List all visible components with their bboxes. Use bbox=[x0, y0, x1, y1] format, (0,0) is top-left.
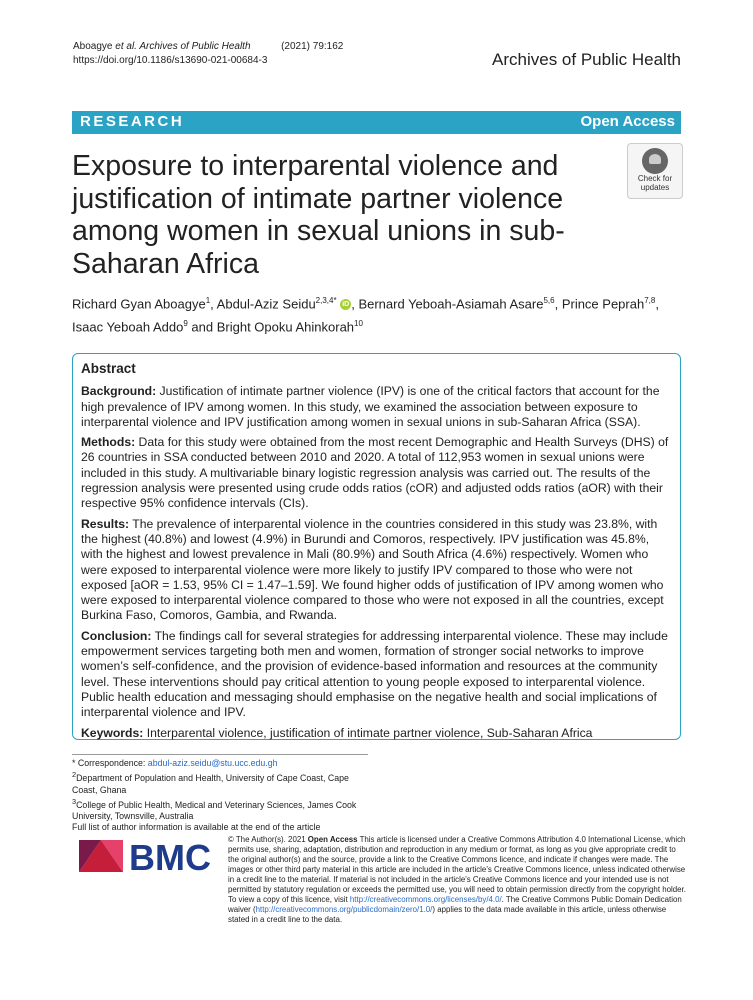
author-name: Richard Gyan Aboagye bbox=[72, 296, 206, 312]
section-label: RESEARCH bbox=[80, 113, 185, 130]
journal-name: Archives of Public Health bbox=[492, 50, 681, 69]
bmc-logo bbox=[79, 832, 219, 882]
check-for-updates-button[interactable] bbox=[627, 143, 683, 199]
abstract-box bbox=[72, 353, 681, 740]
citation-authors: Aboagye bbox=[73, 41, 116, 52]
license-text: © The Author(s). 2021 Open Access This article is licensed under a Creative Commons Attribution 4.0 International License, which permits use, sharing, adaptation, distribution and reproduction in any medium or format, as long as you give appropriate credit to the original author(s) and the source, provide a link to the Creative Commons licence, and indicate if changes were made. The images or other third party material in this article are included in the article's Creative Commons licence, unless indicated otherwise in a credit line to the material. If material is not included in the article's Creative Commons licence and your intended use is not permitted by statutory regulation or exceeds the permitted use, you will need to obtain permission directly from the copyright holder. To view a copy of this licence, visit http://creativecommons.org/licenses/by/4.0/. The Creative Commons Public Domain Dedication waiver (http://creativecommons.org/publicdomain/zero/1.0/) applies to the data made available in this article, unless otherwise stated in a credit line to the data. bbox=[228, 835, 686, 924]
abstract-keywords: Keywords: Interparental violence, justification of intimate partner violence, Sub-Saharan Africa bbox=[81, 725, 593, 740]
author-name: Prince Peprah bbox=[561, 296, 645, 312]
author-name: Bright Opoku Ahinkorah bbox=[216, 319, 355, 335]
abstract-heading: Abstract bbox=[81, 361, 136, 376]
abstract-background: Background: Justification of intimate partner violence (IPV) is one of the critical factors that account for the high prevalence of IPV among women. In this study, we examined the association between exposure to interparental violence and IPV justification among women in sexual unions in sub-Saharan Africa (SSA). bbox=[81, 384, 660, 429]
footnotes: * Correspondence: abdul-aziz.seidu@stu.ucc.edu.gh $^2$Department of Population and Health, University of Cape Coast, Cape Coast, Ghana $^3$College of Public Health, Medical and Veterinary Sciences, James Cook University, Townsville, Australia Full list of author information is available at the end of the article bbox=[72, 758, 372, 834]
public-domain-link[interactable]: http://creativecommons.org/publicdomain/zero/1.0/ bbox=[255, 905, 433, 914]
affiliation-2: $^2$Department of Population and Health, University of Cape Coast, Cape Coast, Ghana bbox=[72, 770, 349, 795]
abstract-results: Results: The prevalence of interparental violence in the countries considered in this study was 23.8%, with the highest (40.8%) and lowest (4.9%) in Burundi and Comoros, respectively. IPV justification was 45.8%, with the highest and lowest prevalence in Mali (80.9%) and South Africa (4.6%) respectively. Women who were exposed to interparental violence were more likely to justify IPV compared to those who were not exposed [aOR = 1.53, 95% CI = 1.47–1.59]. We found higher odds of justification of IPV among women who were exposed to interparental violence compared to those who were not exposed in all the countries, except Burkina Faso, Comoros, Gambia, and Rwanda. bbox=[81, 516, 664, 623]
svg-text:BMC: BMC bbox=[129, 837, 211, 878]
affiliation-3: $^3$College of Public Health, Medical and Veterinary Sciences, James Cook University, Townsville, Australia bbox=[72, 796, 357, 822]
full-list-note: Full list of author information is available at the end of the article bbox=[72, 822, 321, 833]
section-banner bbox=[72, 111, 681, 134]
license-link[interactable]: http://creativecommons.org/licenses/by/4.0/ bbox=[349, 895, 502, 904]
correspondence-email[interactable]: abdul-aziz.seidu@stu.ucc.edu.gh bbox=[147, 758, 278, 768]
citation-header bbox=[73, 40, 343, 68]
abstract-methods: Methods: Data for this study were obtained from the most recent Demographic and Health Surveys (DHS) of 26 countries in SSA conducted between 2010 and 2020. A total of 112,953 women in sexual unions were included in this study. A multivariable binary logistic regression analysis was carried out. The results of the regression analysis were presented using crude odds ratios (cOR) and adjusted odds ratios (aOR) with their respective 95% confidence intervals (CIs). bbox=[81, 435, 669, 511]
check-for-updates-icon bbox=[642, 148, 668, 174]
citation-year: (2021) 79:162 bbox=[281, 41, 344, 52]
open-access-label: Open Access bbox=[580, 113, 675, 130]
footnote-divider bbox=[72, 754, 368, 755]
author-name: Abdul-Aziz Seidu bbox=[216, 296, 316, 312]
author-name: Bernard Yeboah-Asiamah Asare bbox=[358, 296, 544, 312]
author-list: Richard Gyan Aboagye$^1$, Abdul-Aziz Seidu$^{2,3,4*}$ iD , Bernard Yeboah-Asiamah Asare$^{5,6}$, Prince Peprah$^{7,8}$, Isaac Yeboah Addo$^9$ and Bright Opoku Ahinkorah$^{10}$ bbox=[72, 296, 659, 335]
citation-journal: et al. Archives of Public Health bbox=[115, 41, 251, 52]
orcid-icon[interactable]: iD bbox=[342, 301, 350, 309]
abstract-conclusion: Conclusion: The findings call for several strategies for addressing interparental violence. These may include empowerment services targeting both men and women, formation of stronger social networks to improve women’s self-confidence, and the provision of evidence-based information and resources at the community level. These interventions should pay critical attention to young people exposed to interparental violence. Public health education and messaging should emphasise on the negative health and social implications of interparental violence and IPV. bbox=[81, 628, 668, 720]
check-for-updates-label: Check for updates bbox=[637, 174, 673, 192]
doi-link[interactable]: https://doi.org/10.1186/s13690-021-00684-3 bbox=[73, 55, 268, 66]
author-name: Isaac Yeboah Addo bbox=[72, 319, 184, 335]
article-title: Exposure to interparental violence and justification of intimate partner violence among women in sexual unions in sub-Saharan Africa bbox=[72, 150, 565, 280]
